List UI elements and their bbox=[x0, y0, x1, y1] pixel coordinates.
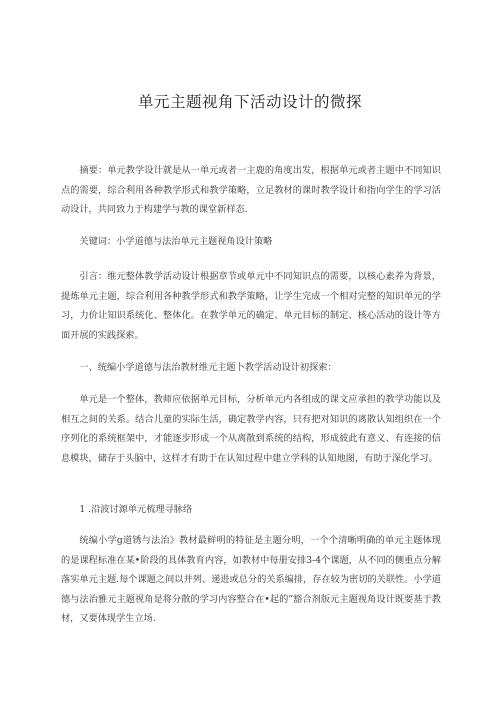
abstract-paragraph: 摘要：单元教学设计就是从一单元或者一主鹿的角度出发，根据单元或者主题中不同知识点的需要，综合利用各种教学形式和教学策略，立足教材的课时教学设计和指向学生的学习活动设计，共同致力于构建学与教的课堂新样态. bbox=[61, 165, 441, 215]
document-title: 单元主题视角下活动设计的微探 bbox=[137, 93, 362, 111]
keywords-paragraph: 关键词：小学道德与法治单元主题视角设计策略 bbox=[79, 236, 273, 247]
section-1-heading: 一、统编小学道德与法治教材维元主题卜教学活动设计初探索： bbox=[79, 362, 337, 373]
introduction-paragraph: 引言：维元整体教学活动设计根据章节或单元中不同知识点的需要，以核心素养为背景，提炼单元主题，综合利用各种教学形式和教学策略，让学生完成一个相对完整的知识单元的学习，力价让知识系统化、整体化。在教学单元的确定、单元目标的制定、核心活动的设计等方面开展的实践探索。 bbox=[61, 271, 441, 341]
section-1-body: 单元是一个整体，教师应依据单元目标，分析单元内各组成的课文应承担的教学功能以及相互之间的关系。结合儿童的实际生活，确定教学内容，只有把对知识的离散认知组织在一个序列化的系统框架中，才能逐步形成一个从离散到系统的结构，形成彼此有意义、有连接的信息模块，储存于头脑中，这样才有助于在认知过程中建立学科的认知地图，有助于深化学习。 bbox=[61, 394, 441, 464]
subsection-1-heading: 1 .沿波讨源单元梳理寻脉络 bbox=[79, 504, 193, 515]
subsection-1-body: 统编小学g道锈与法治》教材最鲜明的特征是主题分明，一个个清晰明确的单元主题体现的是课程标准在某•阶段的具体教育内容，如教材中每册安排3-4个课题，从不同的侧重点分解落实单元主题.每个课题之间以并列、递进或总分的关系编排，存在较为密切的关联性。小学道德与法治雅元主题视角是将分散的学习内容整合在•起的”豁合剂版元主题视角设计既要基于教材，又要体现学生立场. bbox=[61, 535, 441, 624]
